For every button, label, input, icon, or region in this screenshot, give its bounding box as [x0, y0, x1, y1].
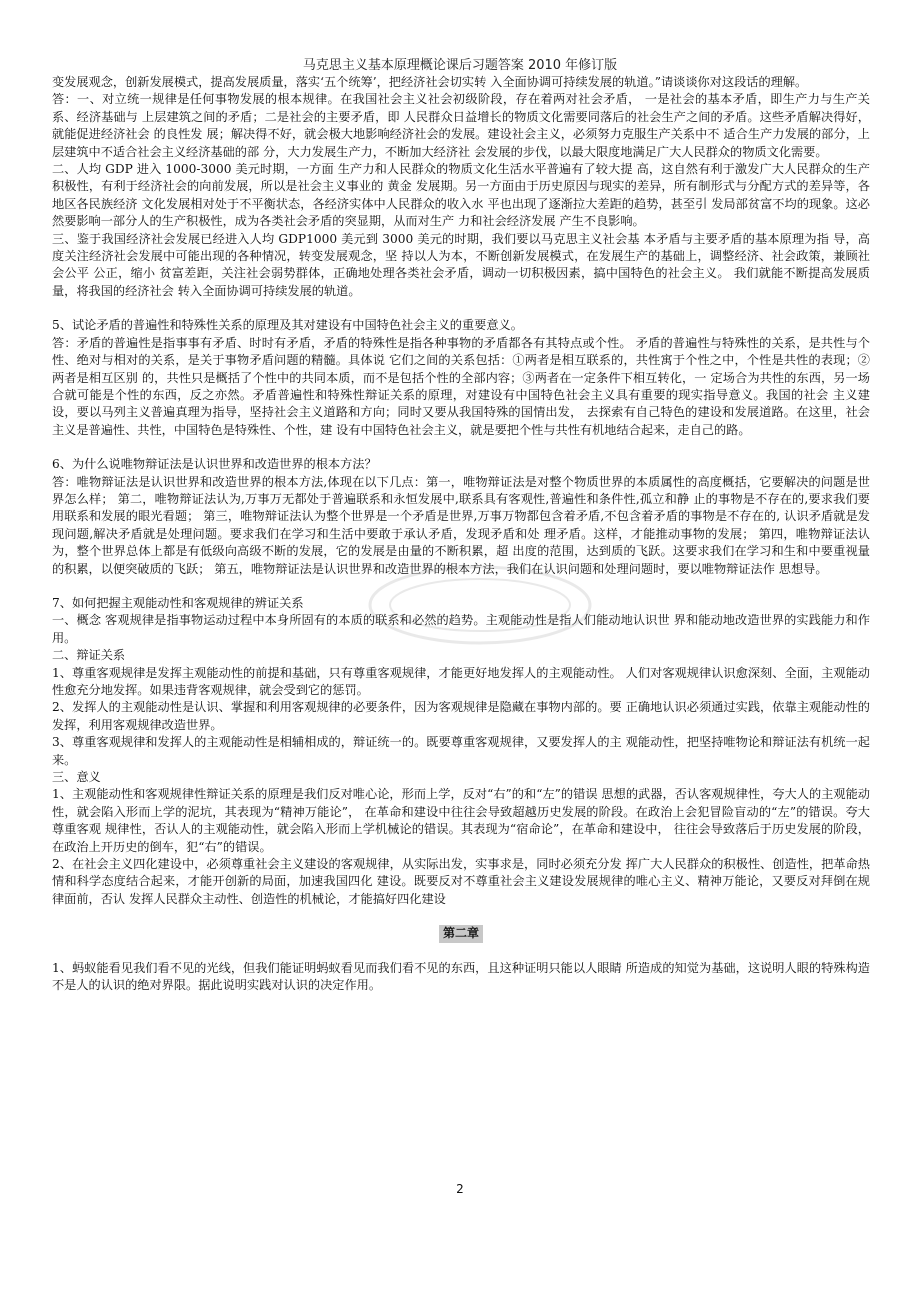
section-concept: 一、概念 客观规律是指事物运动过程中本身所固有的本质的联系和必然的趋势。主观能动性是指人们能动地认识世 界和能动地改造世界的实践能力和作用。	[52, 613, 870, 645]
answer-5: 答：矛盾的普遍性是指事事有矛盾、时时有矛盾，矛盾的特殊性是指各种事物的矛盾都各有其特点或个性。 矛盾的普遍性与特殊性的关系，是共性与个性、绝对与相对的关系，是关于事物矛盾问题的精髓。具体说 它们之间的关系包括：①两者是相互联系的，共性寓于个性之中，个性是共性的表现；②两者是相互区别 的，共性只是概括了个性中的共同本质，而不是包括个性的全部内容；③两者在一定条件下相互转化，一 定场合为共性的东西，另一场合就可能是个性的东西，反之亦然。矛盾普遍性和特殊性辩证关系的原理，对建设有中国特色社会主义具有重要的现实指导意义。我国的社会 主义建设，要以马列主义普遍真理为指导，坚持社会主义道路和方向；同时又要从我国特殊的国情出发， 去探索有自己特色的建设和发展道路。在这里，社会主义是普遍性、共性，中国特色是特殊性、个性，建 设有中国特色社会主义，就是要把个性与共性有机地结合起来，走自己的路。	[52, 335, 870, 437]
answer-6: 答：唯物辩证法是认识世界和改造世界的根本方法,体现在以下几点：第一，唯物辩证法是对整个物质世界的本质属性的高度概括，它要解决的问题是世界怎么样； 第二，唯物辩证法认为,万事万无都处于普遍联系和永恒发展中,联系具有客观性,普遍性和条件性,孤立和静 止的事物是不存在的,要求我们要用联系和发展的眼光看题； 第三，唯物辩证法认为整个世界是一个矛盾是世界,万事万物都包含着矛盾,不包含着矛盾的事物是不存在的, 认识矛盾就是发现问题,解决矛盾就是处理问题。要求我们在学习和生活中要敢于承认矛盾，发现矛盾和处 理矛盾。这样，才能推动事物的发展； 第四，唯物辩证法认为，整个世界总体上都是有低级向高级不断的发展，它的发展是由量的不断积累，超 出度的范围，达到质的飞跃。这要求我们在学习和生和中要重视量的积累，以便突破质的飞跃； 第五，唯物辩证法是认识世界和改造世界的根本方法，我们在认识问题和处理问题时，要以唯物辩证法作 思想导。	[52, 474, 870, 576]
question-7: 7、如何把握主观能动性和客观规律的辨证关系	[52, 595, 304, 610]
page-header: 马克思主义基本原理概论课后习题答案 2010 年修订版	[302, 58, 618, 73]
chapter-heading-label: 第二章	[439, 925, 483, 942]
dialectic-point-2: 2、发挥人的主观能动性是认识、掌握和利用客观规律的必要条件，因为客观规律是隐藏在事物内部的。要 正确地认识必须通过实践，依靠主观能动性的发挥，利用客观规律改造世界。	[52, 700, 870, 732]
chapter2-question-1: 1、蚂蚁能看见我们看不见的光线，但我们能证明蚂蚁看见而我们看不见的东西，且这种证明只能以人眼睛 所造成的知觉为基础，这说明人眼的特殊构造不是人的认识的绝对界限。据此说明实践对认识的决定作用。	[52, 960, 870, 993]
answer-part-3: 三、鉴于我国经济社会发展已经进入人均 GDP1000 美元到 3000 美元的时期，我们要以马克思主义社会基 本矛盾与主要矛盾的基本原理为指 导，高度关注经济社会发展中可能出现的各种情况，转变发展观念，坚 持以人为本，不断创新发展模式，在发展生产的基础上，调整经济、社会政策，兼顾社会公平 公正，缩小 贫富差距，关注社会弱势群体，正确地处理各类社会矛盾，调动一切积极因素，搞中国特色的社会主义。 我们就能不断提高发展质量，将我国的经济社会 转入全面协调可持续发展的轨道。	[52, 231, 870, 298]
chapter-heading	[52, 925, 870, 942]
paragraph-intro-continuation: 变发展观念，创新发展模式，提高发展质量，落实‘五个统筹’，把经济社会切实转 入全面协调可持续发展的轨道。”请谈谈你对这段话的理解。	[52, 75, 808, 89]
section-heading-significance: 三、意义	[52, 770, 101, 785]
dialectic-point-1: 1、尊重客观规律是发挥主观能动性的前提和基础，只有尊重客观规律，才能更好地发挥人的主观能动性。 人们对客观规律认识愈深刻、全面，主观能动性愈充分地发挥。如果违背客观规律，就会受到它的惩罚。	[52, 665, 870, 697]
page-number: 2	[456, 1182, 464, 1196]
section-heading-dialectic: 二、辩证关系	[52, 648, 126, 663]
document-body	[52, 74, 870, 995]
dialectic-point-3: 3、尊重客观规律和发挥人的主观能动性是相辅相成的，辩证统一的。既要尊重客观规律，又要发挥人的主 观能动性，把坚持唯物论和辩证法有机统一起来。	[52, 735, 870, 767]
question-6: 6、为什么说唯物辩证法是认识世界和改造世界的根本方法？	[52, 457, 377, 472]
significance-point-1: 1、主观能动性和客观规律性辩证关系的原理是我们反对唯心论，形而上学，反对“右”的和“左”的错误 思想的武器，否认客观规律性，夸大人的主观能动性，就会陷入形而上学的泥坑，其表现为“精神万能论”， 在革命和建设中往往会导致超越历史发展的阶段。在政治上会犯冒险盲动的“左”的错误。夸大尊重客观 规律性，否认人的主观能动性，就会陷入形而上学机械论的错误。其表现为“宿命论”，在革命和建设中， 往往会导致落后于历史发展的阶段，在政治上开历史的倒车，犯“右”的错误。	[52, 787, 870, 854]
significance-point-2: 2、在社会主义四化建设中，必须尊重社会主义建设的客观规律，从实际出发，实事求是，同时必须充分发 挥广大人民群众的积极性、创造性，把革命热情和科学态度结合起来，才能开创新的局面，加速我国四化 建设。既要反对不尊重社会主义建设发展规律的唯心主义、精神万能论，又要反对拜倒在规律面前，否认 发挥人民群众主动性、创造性的机械论，才能搞好四化建设	[52, 857, 870, 906]
answer-part-2: 二、人均 GDP 进入 1000-3000 美元时期，一方面 生产力和人民群众的物质文化生活水平普遍有了较大提 高，这自然有利于激发广大人民群众的生产积极性，有利于经济社会的向前发展，所以是社会主义事业的 黄金 发展期。另一方面由于历史原因与现实的差异，所有制形式与分配方式的差异等，各地区各民族经济 文化发展相对处于不平衡状态，各经济实体中人民群众的收入水 平也出现了逐渐拉大差距的趋势，甚至引 发局部贫富不均的现象。这必然要影响一部分人的生产积极性，成为各类社会矛盾的突显期，从而对生产 力和社会经济发展 产生不良影响。	[52, 162, 870, 229]
answer-part-1: 答：一、对立统一规律是任何事物发展的根本规律。在我国社会主义社会初级阶段，存在着两对社会矛盾， 一是社会的基本矛盾，即生产力与生产关系、经济基础与 上层建筑之间的矛盾；二是社会的主要矛盾，即 人民群众日益增长的物质文化需要同落后的社会生产之间的矛盾。这些矛盾解决得好，就能促进经济社会 的良性发 展；解决得不好，就会极大地影响经济社会的发展。建设社会主义，必须努力克服生产关系中不 适合生产力发展的部分，上层建筑中不适合社会主义经济基础的部 分，大力发展生产力，不断加大经济社 会发展的步伐，以最大限度地满足广大人民群众的物质文化需要。	[52, 92, 870, 159]
question-5: 5、试论矛盾的普遍性和特殊性关系的原理及其对建设有中国特色社会主义的重要意义。	[52, 318, 523, 333]
